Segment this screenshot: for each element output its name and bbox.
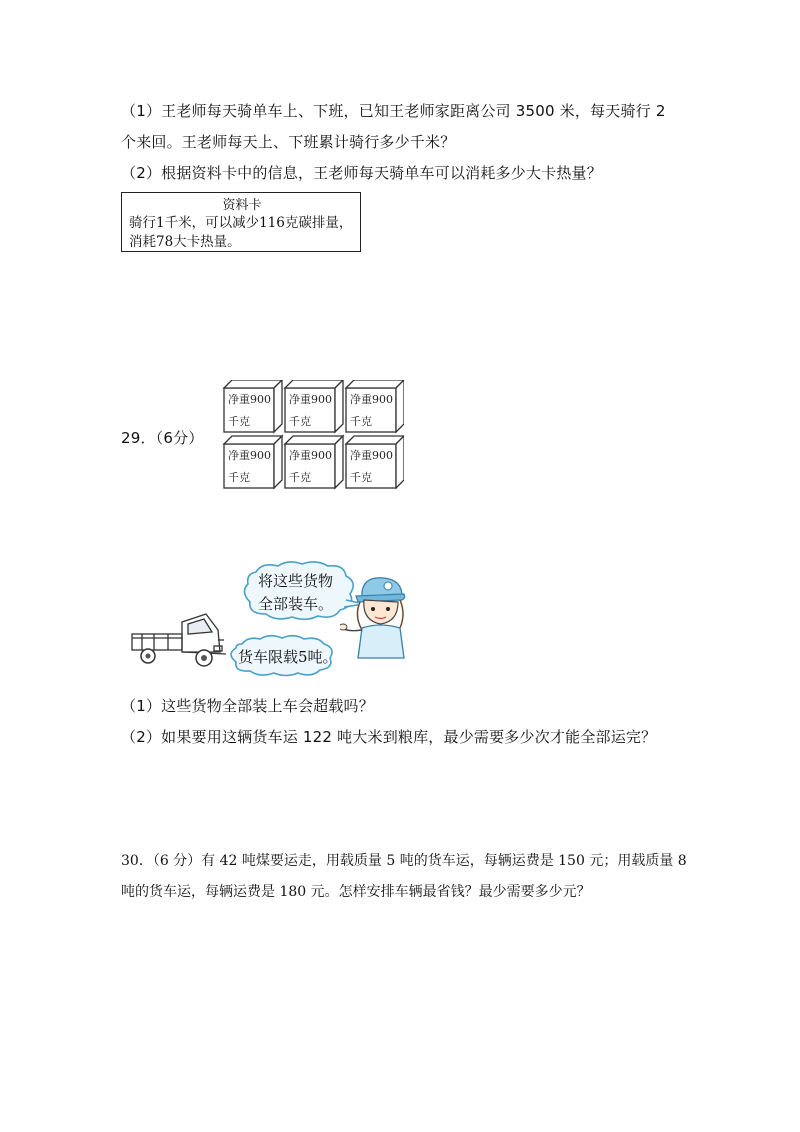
q28-part1-line2: 个来回。王老师每天上、下班累计骑行多少千米？ [121, 133, 456, 151]
q28-part2: （2）根据资料卡中的信息，王老师每天骑单车可以消耗多少大卡热量？ [121, 164, 602, 182]
girl-bubble-line2: 全部装车。 [258, 595, 334, 613]
girl-bubble-line1: 将这些货物 [258, 572, 334, 590]
q30-line2: 吨的货车运，每辆运费是 180 元。怎样安排车辆最省钱？最少需要多少元？ [121, 884, 591, 900]
cargo-box-label: 净重900 千克 [228, 449, 271, 484]
info-card-line2: 消耗78大卡热量。 [129, 234, 241, 250]
truck-illustration [128, 608, 232, 674]
q29-part1: （1）这些货物全部装上车会超载吗？ [121, 697, 374, 715]
info-card-title: 资料卡 [222, 198, 262, 213]
cargo-box-label: 净重900 千克 [228, 393, 271, 428]
cargo-box-label: 净重900 千克 [289, 449, 332, 484]
girl-illustration [340, 572, 412, 660]
q30-line1: 30．（6 分）有 42 吨煤要运走，用载质量 5 吨的货车运，每辆运费是 150 元；用载质量 8 [121, 853, 687, 869]
truck-speech-bubble [228, 634, 338, 678]
info-card-line1: 骑行1千米，可以减少116克碳排量， [129, 215, 353, 231]
q28-part1-line1: （1）王老师每天骑单车上、下班，已知王老师家距离公司 3500 米，每天骑行 2 [121, 102, 666, 120]
truck-bubble-text: 货车限载5吨。 [238, 648, 338, 666]
cargo-box-label: 净重900 千克 [350, 449, 393, 484]
q29-part2: （2）如果要用这辆货车运 122 吨大米到粮库，最少需要多少次才能全部运完？ [121, 728, 657, 746]
q29-number: 29．（6分） [121, 429, 204, 447]
cargo-box-label: 净重900 千克 [350, 393, 393, 428]
cargo-boxes [222, 380, 404, 492]
info-card [121, 192, 361, 252]
cargo-box-label: 净重900 千克 [289, 393, 332, 428]
